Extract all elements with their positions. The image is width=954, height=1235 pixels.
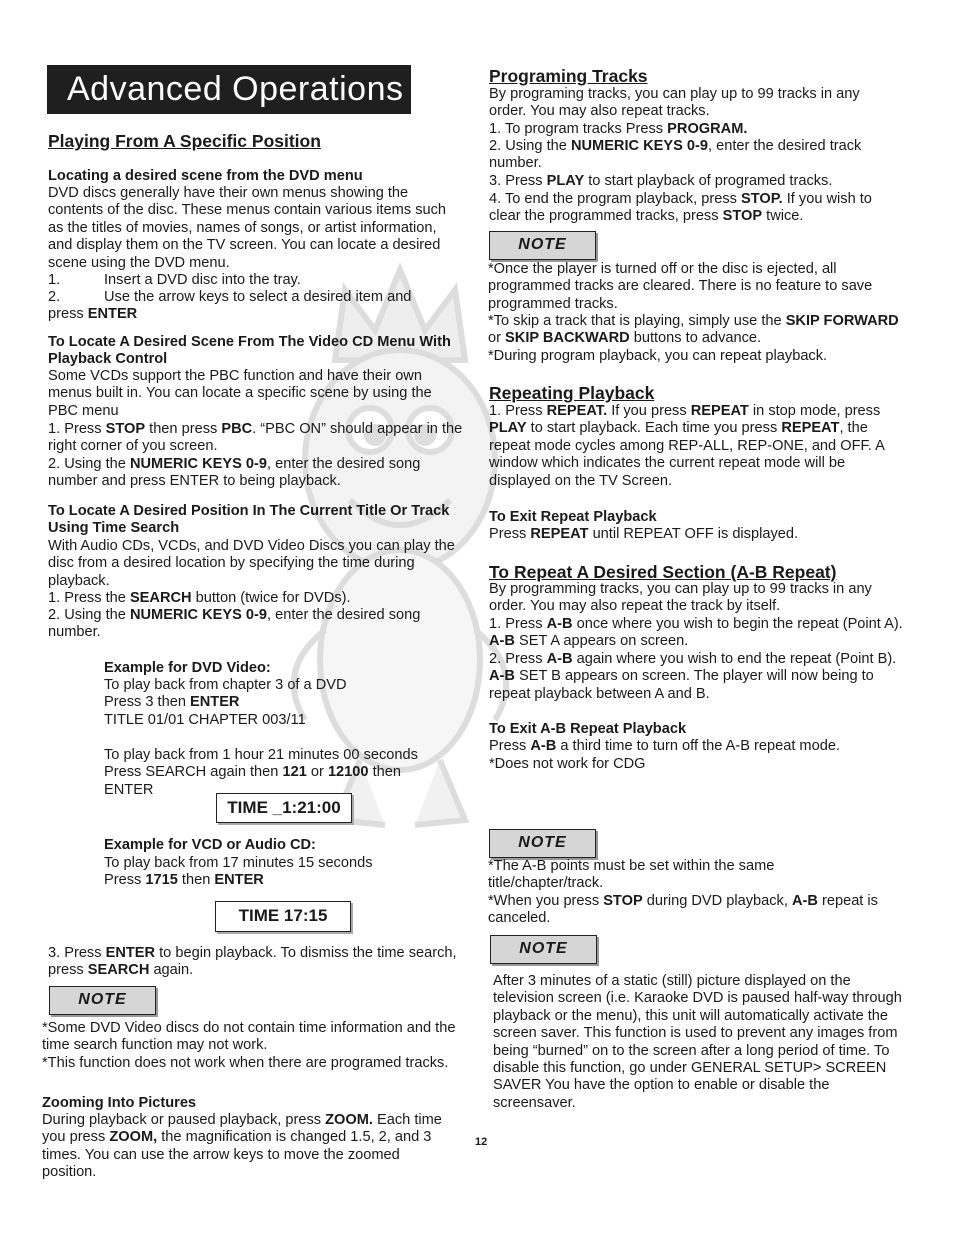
section-heading-specific-position: Playing From A Specific Position xyxy=(48,131,321,151)
programing-step1: 1. To program tracks Press PROGRAM. xyxy=(489,121,748,137)
note-right-2a: *The A-B points must be set within the same title/chapter/track. xyxy=(488,858,775,892)
exit-ab-heading: To Exit A-B Repeat Playback xyxy=(489,721,687,737)
note-label-right-2: NOTE xyxy=(489,829,596,858)
programing-step4: 4. To end the program playback, press STOP. If you wish to clear the programmed tracks, press STOP twice. xyxy=(489,191,872,225)
time-search-heading: To Locate A Desired Position In The Current Title Or Track Using Time Search xyxy=(48,503,450,537)
example-dvd-line2: Press 3 then ENTER xyxy=(104,694,240,710)
ab-repeat-body: By programming tracks, you can play up to 99 tracks in any order. You may also repeat the track by itself. xyxy=(489,581,872,615)
example-dvd-heading: Example for DVD Video: xyxy=(104,660,271,676)
exit-repeat-heading: To Exit Repeat Playback xyxy=(489,509,657,525)
ab-repeat-step1: 1. Press A-B once where you wish to begin the repeat (Point A). A-B SET A appears on screen. xyxy=(489,616,903,650)
dvd-menu-step2: Use the arrow keys to select a desired item and press ENTER xyxy=(48,289,412,323)
page-title: Advanced Operations xyxy=(47,65,411,114)
time-display-vcd: TIME 17:15 xyxy=(215,901,351,932)
note-right-1a: *Once the player is turned off or the disc is ejected, all programmed tracks are cleared. There is no feature to save programmed tracks. xyxy=(488,261,873,312)
note-right-1c: *During program playback, you can repeat playback. xyxy=(488,348,828,364)
dvd-menu-step2-num: 2. xyxy=(48,289,61,305)
note-label-right-1: NOTE xyxy=(489,231,596,260)
note-label-right-3: NOTE xyxy=(490,935,597,964)
note-label-left: NOTE xyxy=(49,986,156,1015)
vcd-menu-body: Some VCDs support the PBC function and have their own menus built in. You can locate a specific scene by using the PBC menu xyxy=(48,368,432,419)
example-vcd-line2: Press 1715 then ENTER xyxy=(104,872,264,888)
vcd-menu-step2: 2. Using the NUMERIC KEYS 0-9, enter the desired song number and press ENTER to being playback. xyxy=(48,456,421,490)
programing-body: By programing tracks, you can play up to 99 tracks in any order. You may also repeat tracks. xyxy=(489,86,860,120)
dvd-menu-step1: Insert a DVD disc into the tray. xyxy=(104,272,301,288)
example-vcd-line1: To play back from 17 minutes 15 seconds xyxy=(104,855,373,871)
vcd-menu-step1: 1. Press STOP then press PBC. “PBC ON” should appear in the right corner of you screen. xyxy=(48,421,463,455)
programing-heading: Programing Tracks xyxy=(489,66,648,86)
example-dvd-line1: To play back from chapter 3 of a DVD xyxy=(104,677,347,693)
example-dvd-line3: TITLE 01/01 CHAPTER 003/11 xyxy=(104,712,306,728)
vcd-menu-heading: To Locate A Desired Scene From The Video CD Menu With Playback Control xyxy=(48,334,451,368)
exit-ab-cdg-note: *Does not work for CDG xyxy=(489,756,646,772)
time-search-step1: 1. Press the SEARCH button (twice for DVDs). xyxy=(48,590,351,606)
time-search-body: With Audio CDs, VCDs, and DVD Video Discs you can play the disc from a desired location by specifying the time during playback. xyxy=(48,538,455,589)
time-search-step3: 3. Press ENTER to begin playback. To dismiss the time search, press SEARCH again. xyxy=(48,945,457,979)
exit-ab-body: Press A-B a third time to turn off the A-B repeat mode. xyxy=(489,738,840,754)
dvd-menu-heading: Locating a desired scene from the DVD menu xyxy=(48,168,363,184)
ab-repeat-step2: 2. Press A-B again where you wish to end the repeat (Point B). A-B SET B appears on screen. The player will now being to repeat playback between A and B. xyxy=(489,651,897,702)
note-right-2b: *When you press STOP during DVD playback, A-B repeat is canceled. xyxy=(488,893,878,927)
time-display-dvd: TIME _1:21:00 xyxy=(216,793,352,823)
page-number: 12 xyxy=(475,1136,488,1148)
note-left-1: *Some DVD Video discs do not contain time information and the time search function may not work. xyxy=(42,1020,456,1054)
ab-repeat-heading: To Repeat A Desired Section (A-B Repeat) xyxy=(489,562,837,582)
example-vcd-heading: Example for VCD or Audio CD: xyxy=(104,837,316,853)
note-right-3-screensaver: After 3 minutes of a static (still) picture displayed on the television screen (i.e. Karaoke DVD is paused half-way through playback or the menu), this unit will automatically activate the screen saver. This function is used to prevent any images from being “burned” on to the screen after a long period of time. To disable this function, go under GENERAL SETUP> SCREEN SAVER You have the option to enable or disable the screensaver. xyxy=(493,973,902,1111)
programing-step3: 3. Press PLAY to start playback of programed tracks. xyxy=(489,173,833,189)
example-dvd-line4: To play back from 1 hour 21 minutes 00 seconds xyxy=(104,747,418,763)
zoom-body: During playback or paused playback, press ZOOM. Each time you press ZOOM, the magnification is changed 1.5, 2, and 3 times. You can use the arrow keys to move the zoomed position. xyxy=(42,1112,442,1181)
zoom-heading: Zooming Into Pictures xyxy=(42,1095,197,1111)
note-left-2: *This function does not work when there are programed tracks. xyxy=(42,1055,449,1071)
time-search-step2: 2. Using the NUMERIC KEYS 0-9, enter the desired song number. xyxy=(48,607,421,641)
example-dvd-line6: ENTER xyxy=(104,782,154,798)
dvd-menu-body: DVD discs generally have their own menus showing the contents of the disc. These menus contain various items such as the titles of movies, names of songs, or artist information, and display them on the TV screen. You can locate a desired scene using the DVD menu. xyxy=(48,185,447,271)
programing-step2: 2. Using the NUMERIC KEYS 0-9, enter the desired track number. xyxy=(489,138,862,172)
example-dvd-line5: Press SEARCH again then 121 or 12100 then xyxy=(104,764,401,780)
repeating-body: 1. Press REPEAT. If you press REPEAT in stop mode, press PLAY to start playback. Each time you press REPEAT, the repeat mode cycles among REP-ALL, REP-ONE, and OFF. A window which indicates the current repeat mode will be displayed on the TV Screen. xyxy=(489,403,885,489)
dvd-menu-step1-num: 1. xyxy=(48,272,61,288)
note-right-1b: *To skip a track that is playing, simply use the SKIP FORWARD or SKIP BACKWARD buttons to advance. xyxy=(488,313,899,347)
repeating-heading: Repeating Playback xyxy=(489,383,655,403)
exit-repeat-body: Press REPEAT until REPEAT OFF is displayed. xyxy=(489,526,799,542)
